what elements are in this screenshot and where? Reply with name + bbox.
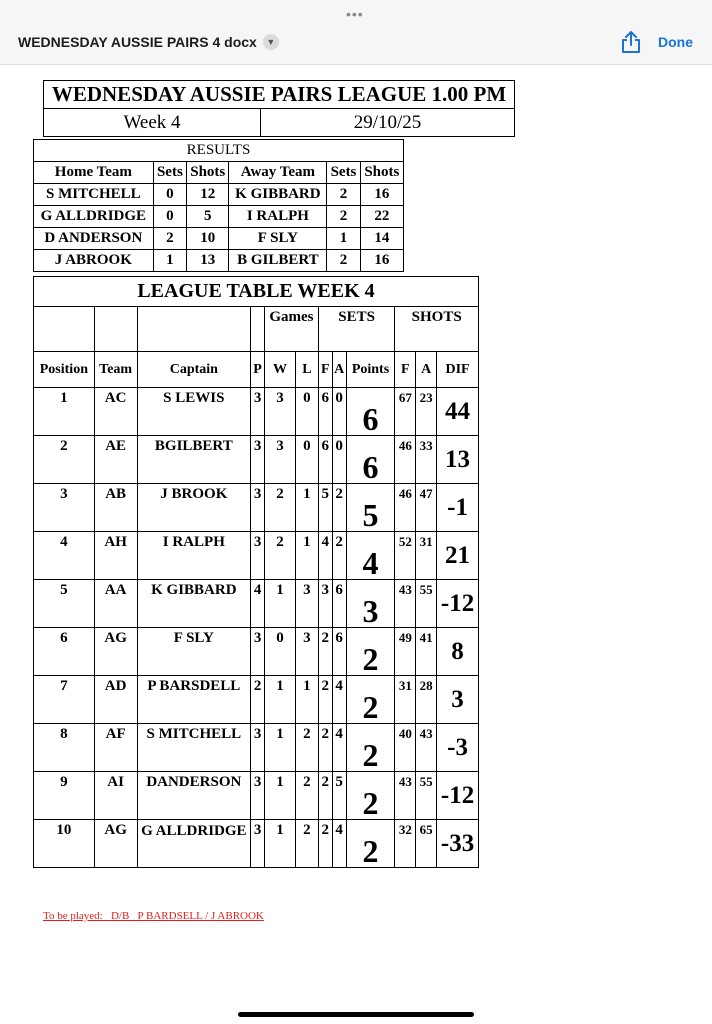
league-column-header: F [318,352,332,388]
league-cell: AF [94,724,137,772]
results-cell: J ABROOK [34,250,154,272]
league-cell: 13 [437,436,479,484]
league-cell: S MITCHELL [137,724,251,772]
results-cell: K GIBBARD [229,184,327,206]
results-cell: F SLY [229,228,327,250]
league-column-header: A [332,352,346,388]
league-cell: 21 [437,532,479,580]
results-cell: 22 [360,206,403,228]
league-cell: 1 [295,676,318,724]
league-row [34,436,479,484]
league-cell: 3 [346,580,395,628]
results-column-header: Sets [327,162,360,184]
league-cell: 7 [34,676,95,724]
league-cell: 2 [346,724,395,772]
league-cell: 1 [295,532,318,580]
results-cell: 1 [327,228,360,250]
results-column-header: Shots [187,162,229,184]
results-cell: 14 [360,228,403,250]
league-row [34,628,479,676]
league-cell: AH [94,532,137,580]
league-cell: AE [94,436,137,484]
results-cell: 12 [187,184,229,206]
league-column-header: DIF [437,352,479,388]
league-cell: 4 [346,532,395,580]
league-cell: 46 [395,484,416,532]
league-cell: 0 [332,388,346,436]
league-cell: DANDERSON [137,772,251,820]
league-cell: 31 [416,532,437,580]
results-cell: I RALPH [229,206,327,228]
league-cell: 55 [416,772,437,820]
league-cell: 1 [265,772,296,820]
league-cell: 2 [318,628,332,676]
results-cell: 0 [153,206,186,228]
league-cell: 55 [416,580,437,628]
done-button[interactable]: Done [658,34,693,50]
league-cell: -33 [437,820,479,868]
league-cell: 6 [332,580,346,628]
league-cell: 40 [395,724,416,772]
league-cell: 3 [34,484,95,532]
league-cell: 2 [34,436,95,484]
league-column-header: F [395,352,416,388]
league-cell: 5 [332,772,346,820]
league-title: WEDNESDAY AUSSIE PAIRS LEAGUE 1.00 PM [44,81,515,109]
league-cell: 1 [265,820,296,868]
league-cell: 6 [318,388,332,436]
results-column-header: Sets [153,162,186,184]
league-cell: I RALPH [137,532,251,580]
league-column-header: A [416,352,437,388]
share-icon[interactable] [620,30,642,54]
league-cell: 4 [332,676,346,724]
league-cell: AB [94,484,137,532]
results-cell: 2 [327,184,360,206]
results-cell: 5 [187,206,229,228]
league-cell: 2 [346,820,395,868]
league-row [34,820,479,868]
group-spacer [137,307,251,352]
league-cell: 3 [265,436,296,484]
league-cell: 44 [437,388,479,436]
league-cell: -1 [437,484,479,532]
league-cell: 1 [265,724,296,772]
week-label: Week 4 [44,109,261,137]
league-cell: 2 [332,532,346,580]
games-group-header: Games [265,307,319,352]
league-cell: 2 [346,772,395,820]
league-cell: 2 [346,628,395,676]
league-row [34,532,479,580]
league-cell: 6 [318,436,332,484]
league-table-title: LEAGUE TABLE WEEK 4 [34,277,479,307]
league-cell: 8 [437,628,479,676]
league-cell: 3 [251,628,265,676]
league-cell: P BARSDELL [137,676,251,724]
league-cell: 28 [416,676,437,724]
league-cell: 43 [395,580,416,628]
league-cell: 5 [318,484,332,532]
league-cell: 2 [318,724,332,772]
league-cell: 2 [265,532,296,580]
league-column-header: W [265,352,296,388]
results-row [34,206,404,228]
league-cell: 1 [265,676,296,724]
league-cell: 2 [346,676,395,724]
results-column-header: Shots [360,162,403,184]
league-row [34,772,479,820]
league-column-header: Captain [137,352,251,388]
league-cell: 1 [295,484,318,532]
league-cell: 0 [295,436,318,484]
league-cell: 2 [295,724,318,772]
group-spacer [94,307,137,352]
league-cell: 47 [416,484,437,532]
chevron-down-icon[interactable]: ▼ [263,34,279,50]
league-column-header-row [34,352,479,388]
document-title: WEDNESDAY AUSSIE PAIRS 4 docx [18,34,257,50]
window-grabber[interactable]: ••• [346,6,364,22]
league-cell: 43 [416,724,437,772]
league-cell: 2 [318,676,332,724]
league-cell: 41 [416,628,437,676]
league-row [34,484,479,532]
league-cell: 4 [318,532,332,580]
league-cell: 32 [395,820,416,868]
league-cell: 3 [437,676,479,724]
results-cell: 16 [360,184,403,206]
results-column-header: Away Team [229,162,327,184]
league-cell: 23 [416,388,437,436]
results-cell: 13 [187,250,229,272]
home-indicator[interactable] [238,1012,474,1017]
results-row [34,184,404,206]
league-cell: 2 [295,820,318,868]
league-cell: 31 [395,676,416,724]
results-cell: D ANDERSON [34,228,154,250]
league-cell: 1 [265,580,296,628]
league-cell: 6 [346,436,395,484]
league-cell: 4 [251,580,265,628]
league-table [33,276,479,868]
league-cell: 0 [265,628,296,676]
league-cell: 2 [295,772,318,820]
league-column-header: L [295,352,318,388]
league-cell: AA [94,580,137,628]
league-cell: 3 [251,436,265,484]
league-cell: 65 [416,820,437,868]
league-cell: 3 [295,580,318,628]
league-cell: 9 [34,772,95,820]
league-cell: AG [94,820,137,868]
league-cell: 2 [318,772,332,820]
league-cell: 2 [332,484,346,532]
group-spacer [34,307,95,352]
league-cell: 67 [395,388,416,436]
league-cell: K GIBBARD [137,580,251,628]
results-cell: 0 [153,184,186,206]
results-cell: 2 [153,228,186,250]
league-cell: 2 [251,676,265,724]
results-cell: 2 [327,250,360,272]
league-cell: 4 [34,532,95,580]
results-cell: S MITCHELL [34,184,154,206]
league-cell: J BROOK [137,484,251,532]
top-toolbar [0,0,712,65]
shots-group-header: SHOTS [395,307,479,352]
league-cell: S LEWIS [137,388,251,436]
sets-group-header: SETS [318,307,395,352]
league-cell: 3 [251,820,265,868]
league-cell: 3 [295,628,318,676]
to-be-played-note[interactable]: To be played: D/B P BARDSELL / J ABROOK [43,910,264,922]
league-column-header: Team [94,352,137,388]
league-row [34,580,479,628]
league-row [34,388,479,436]
league-column-header: Position [34,352,95,388]
results-header-row [34,162,404,184]
league-cell: 5 [34,580,95,628]
league-cell: 3 [251,724,265,772]
league-cell: 46 [395,436,416,484]
league-cell: AC [94,388,137,436]
group-spacer [251,307,265,352]
results-row [34,228,404,250]
league-cell: 2 [265,484,296,532]
league-cell: 3 [251,532,265,580]
date-label: 29/10/25 [261,109,515,137]
results-cell: 1 [153,250,186,272]
document-title-menu[interactable] [18,34,279,50]
league-cell: -3 [437,724,479,772]
results-row [34,250,404,272]
league-cell: 49 [395,628,416,676]
league-cell: 6 [34,628,95,676]
league-column-header: P [251,352,265,388]
league-cell: 10 [34,820,95,868]
league-cell: 52 [395,532,416,580]
league-cell: 3 [251,388,265,436]
league-row [34,676,479,724]
league-cell: AI [94,772,137,820]
results-cell: 10 [187,228,229,250]
results-cell: G ALLDRIDGE [34,206,154,228]
league-cell: 3 [265,388,296,436]
league-cell: 3 [251,772,265,820]
league-row [34,724,479,772]
results-column-header: Home Team [34,162,154,184]
league-cell: -12 [437,580,479,628]
league-cell: G ALLDRIDGE [137,820,251,868]
league-cell: 0 [295,388,318,436]
league-cell: 1 [34,388,95,436]
league-cell: 6 [346,388,395,436]
league-cell: BGILBERT [137,436,251,484]
league-cell: AD [94,676,137,724]
results-table [33,139,404,272]
league-cell: 8 [34,724,95,772]
league-cell: 33 [416,436,437,484]
league-cell: 6 [332,628,346,676]
league-cell: 0 [332,436,346,484]
league-header-table [43,80,515,137]
league-cell: -12 [437,772,479,820]
results-cell: B GILBERT [229,250,327,272]
league-cell: 2 [318,820,332,868]
results-caption: RESULTS [34,140,404,162]
results-cell: 2 [327,206,360,228]
league-cell: AG [94,628,137,676]
league-cell: 43 [395,772,416,820]
league-cell: 4 [332,820,346,868]
league-cell: 4 [332,724,346,772]
league-cell: 5 [346,484,395,532]
league-cell: 3 [318,580,332,628]
league-column-header: Points [346,352,395,388]
league-group-row [34,307,479,352]
league-cell: 3 [251,484,265,532]
league-cell: F SLY [137,628,251,676]
results-cell: 16 [360,250,403,272]
